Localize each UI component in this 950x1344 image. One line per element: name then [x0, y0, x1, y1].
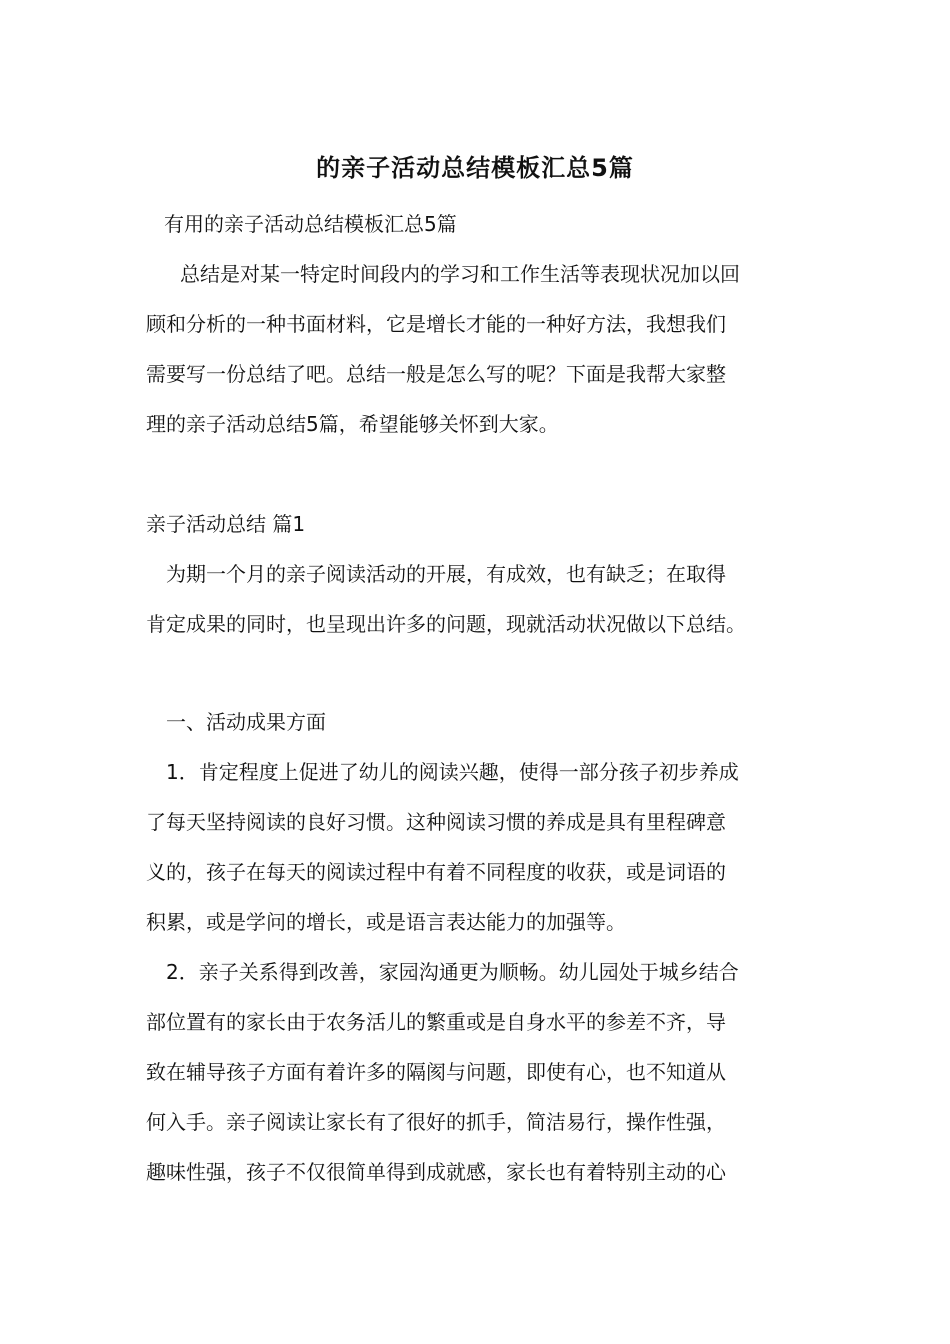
point2-line-2: 部位置有的家长由于农务活儿的繁重或是自身水平的参差不齐，导	[146, 1010, 726, 1034]
document-subtitle: 有用的亲子活动总结模板汇总5篇	[164, 212, 457, 236]
point2-line-4: 何入手。亲子阅读让家长有了很好的抓手，简洁易行，操作性强，	[146, 1110, 726, 1134]
point1-line-3: 义的，孩子在每天的阅读过程中有着不同程度的收获，或是词语的	[146, 860, 726, 884]
point2-line-1: 2．亲子关系得到改善，家园沟通更为顺畅。幼儿园处于城乡结合	[166, 960, 739, 984]
intro-line-4: 理的亲子活动总结5篇，希望能够关怀到大家。	[146, 412, 559, 436]
intro-line-1: 总结是对某一特定时间段内的学习和工作生活等表现状况加以回	[180, 262, 740, 286]
point1-line-4: 积累，或是学问的增长，或是语言表达能力的加强等。	[146, 910, 626, 934]
section-heading: 亲子活动总结 篇1	[146, 512, 306, 536]
sub-heading: 一、活动成果方面	[166, 710, 326, 734]
intro-line-2: 顾和分析的一种书面材料，它是增长才能的一种好方法，我想我们	[146, 312, 726, 336]
point2-line-5: 趣味性强，孩子不仅很简单得到成就感，家长也有着特别主动的心	[146, 1160, 726, 1184]
section-intro-line-1: 为期一个月的亲子阅读活动的开展，有成效，也有缺乏；在取得	[166, 562, 726, 586]
document-title: 的亲子活动总结模板汇总5篇	[316, 154, 634, 182]
point1-line-1: 1．肯定程度上促进了幼儿的阅读兴趣，使得一部分孩子初步养成	[166, 760, 739, 784]
point1-line-2: 了每天坚持阅读的良好习惯。这种阅读习惯的养成是具有里程碑意	[146, 810, 726, 834]
section-intro-line-2: 肯定成果的同时，也呈现出许多的问题，现就活动状况做以下总结。	[146, 612, 746, 636]
intro-line-3: 需要写一份总结了吧。总结一般是怎么写的呢？下面是我帮大家整	[146, 362, 726, 386]
point2-line-3: 致在辅导孩子方面有着许多的隔阂与问题，即使有心，也不知道从	[146, 1060, 726, 1084]
